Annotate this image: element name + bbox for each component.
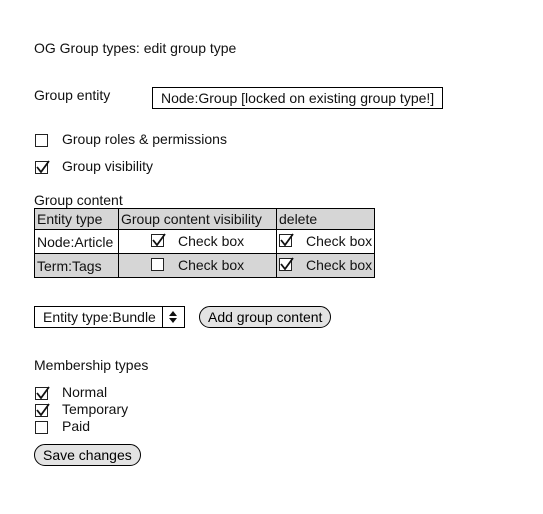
temporary-checkbox[interactable]: [35, 404, 48, 417]
group-entity-locked-field: Node:Group [locked on existing group type!]: [152, 87, 443, 109]
delete-cell: [277, 230, 375, 254]
check-icon: [35, 402, 51, 418]
paid-checkbox[interactable]: [35, 421, 48, 434]
check-icon: [279, 232, 295, 248]
membership-normal-checkbox[interactable]: [35, 384, 48, 400]
delete-checkbox[interactable]: [279, 258, 292, 271]
option-group-visibility-label: Group visibility: [62, 158, 154, 174]
visibility-checkbox[interactable]: [151, 234, 164, 247]
option-group-visibility[interactable]: [35, 158, 48, 174]
visibility-checkbox-label: Check box: [178, 232, 245, 249]
save-changes-button[interactable]: Save changes: [34, 444, 141, 466]
add-group-content-button[interactable]: Add group content: [199, 306, 331, 328]
check-icon: [35, 385, 51, 401]
delete-checkbox[interactable]: [279, 234, 292, 247]
table-row: [35, 254, 375, 278]
select-value: Entity type:Bundle: [43, 309, 156, 325]
table-row: [35, 230, 375, 254]
visibility-checkbox[interactable]: [151, 258, 164, 271]
group-entity-label: Group entity: [34, 87, 111, 103]
header-visibility: Group content visibility: [119, 209, 277, 230]
entity-cell: Term:Tags: [35, 254, 119, 278]
membership-paid-checkbox[interactable]: [35, 418, 48, 434]
entity-cell: Node:Article: [35, 230, 119, 254]
group-roles-checkbox[interactable]: [35, 134, 48, 147]
check-icon: [35, 159, 51, 175]
membership-types-label: Membership types: [34, 357, 149, 373]
entity-type-bundle-select[interactable]: [34, 306, 185, 328]
page-title: OG Group types: edit group type: [34, 40, 237, 56]
normal-checkbox[interactable]: [35, 387, 48, 400]
updown-arrows-icon: [167, 309, 179, 325]
table-header-row: [35, 209, 375, 230]
select-arrows: [162, 307, 184, 327]
check-icon: [151, 232, 167, 248]
header-delete: delete: [277, 209, 375, 230]
group-visibility-checkbox[interactable]: [35, 161, 48, 174]
group-content-table: [34, 208, 375, 278]
membership-temporary-label: Temporary: [62, 401, 129, 417]
delete-cell: [277, 254, 375, 278]
header-entity-type: Entity type: [35, 209, 119, 230]
option-group-roles-permissions[interactable]: [35, 131, 48, 147]
check-icon: [279, 256, 295, 272]
visibility-cell: [119, 230, 277, 254]
membership-normal-label: Normal: [62, 384, 108, 400]
group-content-label: Group content: [34, 192, 123, 208]
option-group-roles-label: Group roles & permissions: [62, 131, 227, 147]
delete-checkbox-label: Check box: [306, 256, 373, 273]
membership-temporary-checkbox[interactable]: [35, 401, 48, 417]
delete-checkbox-label: Check box: [306, 232, 373, 249]
membership-paid-label: Paid: [62, 418, 91, 434]
visibility-checkbox-label: Check box: [178, 256, 245, 273]
visibility-cell: [119, 254, 277, 278]
